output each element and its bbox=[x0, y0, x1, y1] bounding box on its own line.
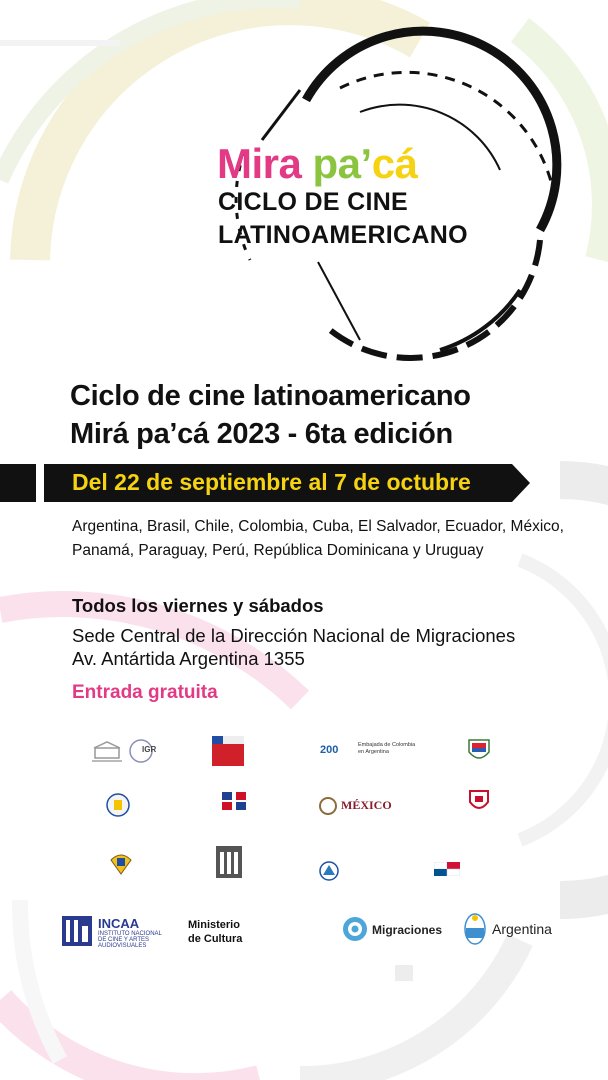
logo-title bbox=[217, 140, 417, 188]
el-salvador-embassy-logo bbox=[318, 860, 340, 887]
incaa-sub-3: AUDIOVISUALES bbox=[98, 943, 147, 949]
cultura-logo bbox=[188, 918, 242, 946]
venue-line-1: Sede Central de la Dirección Nacional de Migraciones bbox=[72, 625, 516, 646]
page-title-line-1: Ciclo de cine latinoamericano bbox=[70, 380, 471, 412]
cultura-line-1: Ministerio bbox=[188, 919, 240, 931]
peru-embassy-logo bbox=[466, 788, 492, 819]
igr-logo bbox=[128, 738, 157, 769]
colombia-embassy-logo bbox=[320, 740, 416, 758]
paraguay-embassy-logo bbox=[216, 846, 242, 883]
incaa-label: INCAA bbox=[98, 916, 140, 931]
countries-line-1: Argentina, Brasil, Chile, Colombia, Cuba, El Salvador, Ecuador, México, bbox=[72, 518, 564, 535]
argentina-label: Argentina bbox=[492, 921, 552, 937]
incaa-logo bbox=[62, 916, 162, 951]
argentina-logo bbox=[464, 912, 552, 951]
colombia-embassy-label: Embajada de Colombia en Argentina bbox=[358, 742, 416, 755]
mexico-label: MÉXICO bbox=[341, 798, 392, 812]
logo-word-pa: pa’ bbox=[312, 140, 372, 187]
brazil-embassy-logo bbox=[92, 740, 122, 767]
logo-word-mira: Mira bbox=[217, 140, 302, 187]
venue-line-2: Av. Antártida Argentina 1355 bbox=[72, 648, 305, 669]
ecuador-embassy-logo bbox=[108, 850, 134, 881]
dominican-embassy-logo bbox=[222, 792, 246, 815]
admission: Entrada gratuita bbox=[72, 682, 218, 703]
uruguay-embassy-logo bbox=[105, 792, 131, 823]
incaa-sub-2: DE CINE Y ARTES bbox=[98, 937, 150, 943]
page-title-line-2: Mirá pa’cá 2023 - 6ta edición bbox=[70, 418, 453, 450]
migraciones-label: Migraciones bbox=[372, 923, 443, 937]
incaa-sub-1: INSTITUTO NACIONAL bbox=[98, 931, 162, 937]
event-dates: Del 22 de septiembre al 7 de octubre bbox=[72, 469, 471, 495]
logo-subtitle-2: LATINOAMERICANO bbox=[218, 221, 468, 249]
logo-word-ca: cá bbox=[371, 140, 418, 187]
colombia-200-label: 200 bbox=[320, 744, 339, 756]
chile-ministry-logo bbox=[212, 736, 244, 771]
logo-subtitle-1: CICLO DE CINE bbox=[218, 188, 409, 216]
igr-label: IGR bbox=[142, 745, 157, 754]
panama-embassy-logo bbox=[434, 862, 460, 881]
migraciones-logo bbox=[342, 916, 443, 947]
mexico-logo bbox=[318, 796, 392, 821]
countries-line-2: Panamá, Paraguay, Perú, República Dominicana y Uruguay bbox=[72, 542, 484, 559]
cuba-embassy-logo bbox=[465, 736, 493, 769]
schedule: Todos los viernes y sábados bbox=[72, 595, 324, 616]
cultura-line-2: de Cultura bbox=[188, 933, 243, 945]
